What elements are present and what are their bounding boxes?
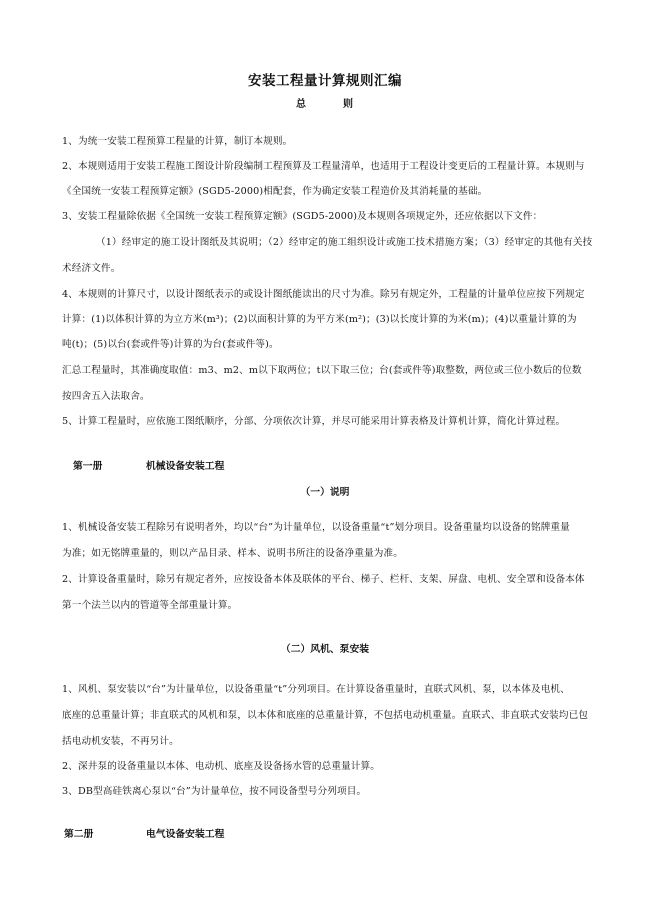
volume-2-number: 第二册	[64, 829, 94, 840]
section-2-paragraph-1-line-1: 1、风机、泵安装以“台”为计量单位，以设备重量“t”分列项目。在计算设备重量时，直联式风机、泵，以本体及电机、	[62, 684, 570, 695]
section-1-paragraph-2-line-2: 第一个法兰以内的管道等全部重量计算。	[62, 600, 238, 611]
section-1-heading: （一）说明	[300, 487, 350, 498]
section-1-paragraph-1-line-2: 为准；如无铭牌重量的，则以产品目录、样本、说明书所注的设备净重量为准。	[62, 548, 404, 559]
general-paragraph-3: 3、安装工程量除依据《全国统一安装工程预算定额》(SGD5-2000)及本规则各项规定外，还应依据以下文件：	[62, 211, 543, 222]
general-paragraph-4-line-1: 4、本规则的计算尺寸，以设计图纸表示的或设计图纸能读出的尺寸为准。除另有规定外，工程量的计量单位应按下列规定	[62, 289, 585, 300]
section-1-paragraph-1-line-1: 1、机械设备安装工程除另有说明者外，均以“台”为计量单位，以设备重量“t”划分项目。设备重量均以设备的铭牌重量	[62, 522, 570, 533]
volume-1-title: 机械设备安装工程	[146, 461, 225, 472]
section-2-paragraph-3: 3、DB型高硅铁离心泵以“台”为计量单位，按不同设备型号分列项目。	[62, 786, 367, 797]
document-title: 安装工程量计算规则汇编	[248, 73, 402, 89]
general-paragraph-4-line-5: 按四舍五入法取舍。	[62, 391, 150, 402]
general-paragraph-1: 1、为统一安装工程预算工程量的计算，制订本规则。	[62, 136, 293, 147]
general-heading-char-2: 则	[343, 99, 353, 110]
volume-2-title: 电气设备安装工程	[146, 829, 225, 840]
general-heading-char-1: 总	[296, 99, 306, 110]
volume-1-number: 第一册	[73, 461, 103, 472]
general-paragraph-5: 5、计算工程量时，应依施工图纸顺序，分部、分项依次计算，并尽可能采用计算表格及计算机计算，简化计算过程。	[62, 416, 566, 427]
general-paragraph-3-sub-line-1: （1）经审定的施工设计图纸及其说明；（2）经审定的施工组织设计或施工技术措施方案；（3）经审定的其他有关技	[96, 237, 593, 248]
section-1-paragraph-2-line-1: 2、计算设备重量时，除另有规定者外，应按设备本体及联体的平台、梯子、栏杆、支架、屏盘、电机、安全罩和设备本体	[62, 574, 585, 585]
general-paragraph-2-line-1: 2、本规则适用于安装工程施工图设计阶段编制工程预算及工程量清单，也适用于工程设计变更后的工程量计算。本规则与	[62, 161, 585, 172]
general-paragraph-4-line-4: 汇总工程量时，其准确度取值：m3、m2、m以下取两位；t以下取三位；台(套或件等)取整数，两位或三位小数后的位数	[62, 365, 582, 376]
section-2-paragraph-1-line-3: 括电动机安装，不再另计。	[62, 736, 179, 747]
general-paragraph-4-line-3: 吨(t)；(5)以台(套或件等)计算的为台(套或件等)。	[62, 339, 279, 350]
section-2-paragraph-1-line-2: 底座的总重量计算；非直联式的风机和泵，以本体和底座的总重量计算，不包括电动机重量。直联式、非直联式安装均已包	[62, 710, 589, 721]
section-2-heading: （二）风机、泵安装	[280, 644, 370, 655]
general-paragraph-2-line-2: 《全国统一安装工程预算定额》(SGD5-2000)相配套，作为确定安装工程造价及其消耗量的基础。	[62, 186, 488, 197]
section-2-paragraph-2: 2、深井泵的设备重量以本体、电动机、底座及设备扬水管的总重量计算。	[62, 761, 381, 772]
general-paragraph-3-sub-line-2: 术经济文件。	[62, 263, 121, 274]
general-paragraph-4-line-2: 计算：(1)以体积计算的为立方米(m³)；(2)以面积计算的为平方米(m²)；(3)以长度计算的为米(m)；(4)以重量计算的为	[62, 314, 577, 325]
